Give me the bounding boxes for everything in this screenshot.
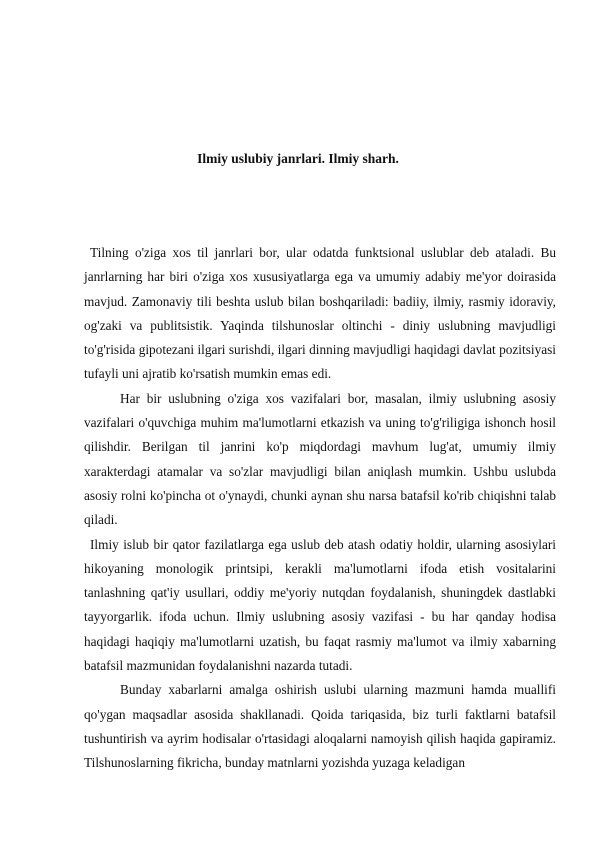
- paragraph-1: Tilning o'ziga xos til janrlari bor, ular odatda funktsional uslublar deb ataladi. Bu janrlarning har biri o'ziga xos xususiyatlarga ega va umumiy adabiy me'yor doirasida mavjud. Zamonaviy tili beshta uslub bilan boshqariladi: badiiy, ilmiy, rasmiy idoraviy, og'zaki va publitsistik. Yaqinda tilshunoslar oltinchi - diniy uslubning mavjudligi to'g'risida gipotezani ilgari surishdi, ilgari dinning mavjudligi haqidagi davlat pozitsiyasi tufayli uni ajratib ko'rsatish mumkin emas edi.: [84, 245, 556, 382]
- paragraph-4: Bunday xabarlarni amalga oshirish uslubi ularning mazmuni hamda muallifi qo'ygan maqsadlar asosida shakllanadi. Qoida tariqasida, biz turli faktlarni batafsil tushuntirish va ayrim hodisalar o'rtasidagi aloqalarni namoyish qilish haqida gapiramiz. Tilshunoslarning fikricha, bunday matnlarni yozishda yuzaga keladigan: [84, 682, 556, 771]
- paragraph-3: Ilmiy islub bir qator fazilatlarga ega uslub deb atash odatiy holdir, ularning asosiylari hikoyaning monologik printsipi, kerakli ma'lumotlarni ifoda etish vositalarini tanlashning qat'iy usullari, oddiy me'yoriy nutqdan foydalanish, shuningdek dastlabki tayyorgarlik. ifoda uchun. Ilmiy uslubning asosiy vazifasi - bu har qanday hodisa haqidagi haqiqiy ma'lumotlarni uzatish, bu faqat rasmiy ma'lumot va ilmiy xabarning batafsil mazmunidan foydalanishni nazarda tutadi.: [84, 536, 556, 674]
- page-title: Ilmiy uslubiy janrlari. Ilmiy sharh.: [197, 151, 399, 166]
- paragraph-2: Har bir uslubning o'ziga xos vazifalari bor, masalan, ilmiy uslubning asosiy vazifalari o'quvchiga muhim ma'lumotlarni etkazish va uning to'g'riligiga ishonch hosil qilishdir. Berilgan til janrini ko'p miqdordagi mavhum lug'at, umumiy ilmiy xarakterdagi atamalar va so'zlar mavjudligi bilan aniqlash mumkin. Ushbu uslubda asosiy rolni ko'pincha ot o'ynaydi, chunki aynan shu narsa batafsil ko'rib chiqishni talab qiladi.: [84, 390, 556, 528]
- document-body: [84, 241, 556, 776]
